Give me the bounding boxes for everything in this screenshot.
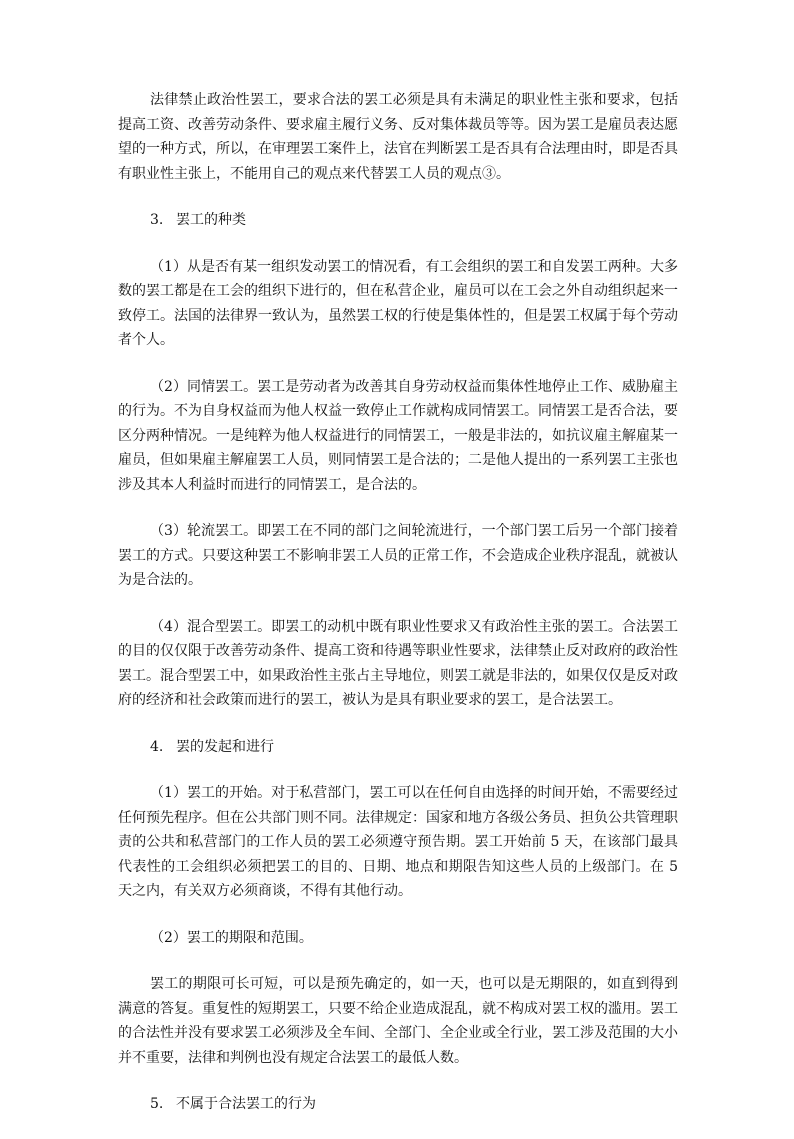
paragraph-mixed-strike: （4）混合型罢工。即罢工的动机中既有职业性要求又有政治性主张的罢工。合法罢工的目的仅仅限于改善劳动条件、提高工资和待遇等职业性要求，法律禁止反对政府的政治性罢工。混合型罢工中，如果政治性主张占主导地位，则罢工就是非法的，如果仅仅是反对政府的经济和社会政策而进行的罢工，被认为是具有职业要求的罢工，是合法罢工。 xyxy=(118,618,678,708)
section-title: 罢的发起和进行 xyxy=(176,738,274,755)
section-number: 4. xyxy=(150,738,164,755)
paragraph-union-strike: （1）从是否有某一组织发动罢工的情况看，有工会组织的罢工和自发罢工两种。大多数的罢工都是在工会的组织下进行的，但在私营企业，雇员可以在工会之外自动组织起来一致停工。法国的法律界一致认为，虽然罢工权的行使是集体性的，但是罢工权属于每个劳动者个人。 xyxy=(118,258,678,348)
section-number: 5. xyxy=(150,1096,164,1112)
section-heading-strike-initiation xyxy=(118,735,678,760)
section-title: 不属于合法罢工的行为 xyxy=(176,1096,316,1112)
paragraph-political-strike: 法律禁止政治性罢工，要求合法的罢工必须是具有未满足的职业性主张和要求，包括提高工资、改善劳动条件、要求雇主履行义务、反对集体裁员等等。因为罢工是雇员表达愿望的一种方式，所以，在审理罢工案件上，法官在判断罢工是否具有合法理由时，即是否具有职业性主张上，不能用自己的观点来代替罢工人员的观点③。 xyxy=(118,92,678,182)
paragraph-rotating-strike: （3）轮流罢工。即罢工在不同的部门之间轮流进行，一个部门罢工后另一个部门接着罢工的方式。只要这种罢工不影响非罢工人员的正常工作，不会造成企业秩序混乱，就被认为是合法的。 xyxy=(118,523,678,588)
section-number: 3. xyxy=(150,212,164,228)
section-title: 罢工的种类 xyxy=(176,212,246,228)
paragraph-strike-duration-heading: （2）罢工的期限和范围。 xyxy=(150,929,313,946)
section-heading-strike-types xyxy=(118,208,678,233)
section-heading-illegal-strikes xyxy=(118,1092,678,1117)
paragraph-strike-duration: 罢工的期限可长可短，可以是预先确定的，如一天，也可以是无期限的，如直到得到满意的答复。重复性的短期罢工，只要不给企业造成混乱，就不构成对罢工权的滥用。罢工的合法性并没有要求罢工必须涉及全车间、全部门、全企业或全行业，罢工涉及范围的大小并不重要，法律和判例也没有规定合法罢工的最低人数。 xyxy=(118,976,678,1066)
paragraph-strike-start: （1）罢工的开始。对于私营部门，罢工可以在任何自由选择的时间开始，不需要经过任何预先程序。但在公共部门则不同。法律规定：国家和地方各级公务员、担负公共管理职责的公共和私营部门的工作人员的罢工必须遵守预告期。罢工开始前 5 天，在该部门最具代表性的工会组织必须把罢工的目的、日期、地点和期限告知这些人员的上级部门。在 5 天之内，有关双方必须商谈，不得有其他行动。 xyxy=(118,785,678,899)
paragraph-sympathy-strike: （2）同情罢工。罢工是劳动者为改善其自身劳动权益而集体性地停止工作、威胁雇主的行为。不为自身权益而为他人权益一致停止工作就构成同情罢工。同情罢工是否合法，要区分两种情况。一是纯粹为他人权益进行的同情罢工，一般是非法的，如抗议雇主解雇某一雇员，但如果雇主解雇罢工人员，则同情罢工是合法的；二是他人提出的一系列罢工主张也涉及其本人利益时而进行的同情罢工，是合法的。 xyxy=(118,378,678,493)
document-body xyxy=(118,88,678,1139)
